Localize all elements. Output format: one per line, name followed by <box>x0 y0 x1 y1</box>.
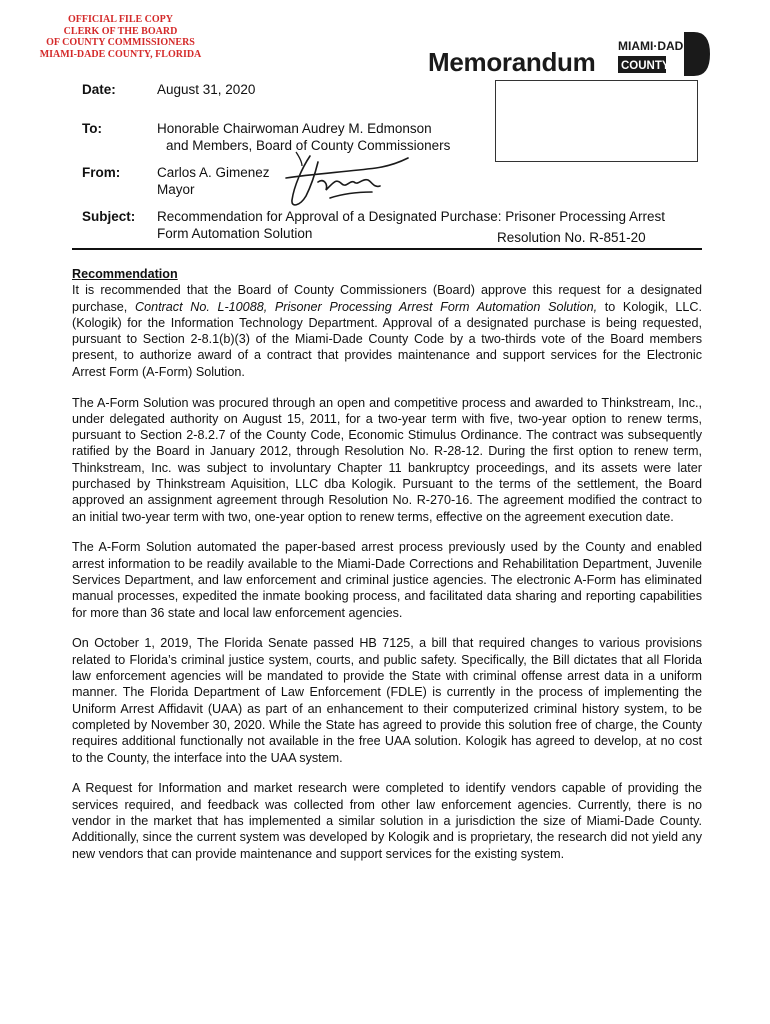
agenda-stamp-box <box>495 80 698 162</box>
paragraph: A Request for Information and market research were completed to identify vendors capable of providing the services required, and feedback was collected from other law enforcement agencies. Currently, there is no vendor in the market that has implemented a similar solution in a jurisdiction the size of Miami-Dade County. Additionally, since the current system was developed by Kologik and is proprietary, the research did not yield any new vendors that can provide maintenance and support services for the existing system. <box>72 781 702 861</box>
from-line: Mayor <box>157 182 195 197</box>
subject-line: Form Automation Solution <box>157 226 313 241</box>
date-label: Date: <box>82 82 116 97</box>
date-value: August 31, 2020 <box>157 82 256 97</box>
paragraph-text: It is recommended that the Board of County Commissioners (Board) approve this request for a designated purchase, <box>72 283 702 314</box>
miami-dade-county-logo <box>616 30 710 78</box>
paragraph <box>72 282 702 380</box>
stamp-line: CLERK OF THE BOARD <box>63 25 178 37</box>
subject-line: Recommendation for Approval of a Designated Purchase: Prisoner Processing Arrest <box>157 209 666 224</box>
stamp-line: MIAMI-DADE COUNTY, FLORIDA <box>39 48 202 60</box>
logo-text-line1: MIAMI·DADE <box>618 39 692 53</box>
paragraph: The A-Form Solution automated the paper-based arrest process previously used by the County and enabled arrest information to be readily available to the Miami-Dade Corrections and Rehabilitation Department, Juvenile Services Department, and law enforcement and criminal justice agencies. The electronic A-Form has eliminated manual processes, expedited the inmate booking process, and facilitated data sharing and reporting capabilities for more than 36 state and local law enforcement agencies. <box>72 540 702 620</box>
header-divider <box>72 248 702 250</box>
to-line: Honorable Chairwoman Audrey M. Edmonson <box>157 121 432 136</box>
from-label: From: <box>82 165 121 180</box>
from-line: Carlos A. Gimenez <box>157 165 270 180</box>
section-title: Recommendation <box>72 267 178 281</box>
memo-body <box>72 266 702 876</box>
to-label: To: <box>82 121 102 136</box>
resolution-number: Resolution No. R-851-20 <box>497 230 646 245</box>
paragraph: The A-Form Solution was procured through an open and competitive process and awarded to Thinkstream, Inc., under delegated authority on August 15, 2011, for a two-year term with five, two-year option to renew terms, pursuant to Section 2-8.2.7 of the County Code, Economic Stimulus Ordinance. The contract was subsequently ratified by the Board in January 2012, through Resolution No. R-28-12. During the first option to renew term, Thinkstream, Inc. was subject to involuntary Chapter 11 bankruptcy proceedings, and its assets were later purchased by Thinkstream Aquisition, LLC dba Kologik. Pursuant to the terms of the settlement, the Board approved an assignment agreement through Resolution No. R-270-16. The agreement modified the contract to an initial two-year term with two, one-year option to renew terms, effective on the agreement execution date. <box>72 395 702 524</box>
to-line: and Members, Board of County Commissioners <box>166 138 451 153</box>
from-value <box>157 164 270 198</box>
paragraph: On October 1, 2019, The Florida Senate passed HB 7125, a bill that required changes to various provisions related to Florida’s criminal justice system, courts, and public safety. Specifically, the Bill dictates that all Florida law enforcement agencies will be mandated to provide the State with criminal offense arrest data in a uniform manner. The Florida Department of Law Enforcement (FDLE) is currently in the process of implementing the Uniform Arrest Affidavit (UAA) as part of an enhancement to their computerized criminal history system, to be completed by November 30, 2020. While the State has agreed to provide this solution free of charge, the County requires additional functionally not available in the free UAA solution. Kologik has agreed to develop, at no cost to the County, the interface into the UAA system. <box>72 636 702 765</box>
memorandum-title: Memorandum <box>428 47 596 77</box>
stamp-line: OF COUNTY COMMISSIONERS <box>46 37 195 48</box>
logo-text-line2: COUNTY <box>621 60 670 72</box>
mayor-signature <box>272 148 412 214</box>
contract-reference: Contract No. L-10088, Prisoner Processing Arrest Form Automation Solution, <box>134 299 598 314</box>
official-file-copy-stamp <box>28 14 213 60</box>
stamp-line: OFFICIAL FILE COPY <box>67 14 173 25</box>
paragraph-text: to Kologik, LLC. (Kologik) for the Information Technology Department. Approval of a designated purchase is being requested, pursuant to Section 2-8.1(b)(3) of the Miami-Dade County Code by a two-thirds vote of the Board members present, to authorize award of a contract that provides maintenance and support services for the Electronic Arrest Form (A-Form) Solution. <box>72 299 702 379</box>
subject-label: Subject: <box>82 209 136 224</box>
